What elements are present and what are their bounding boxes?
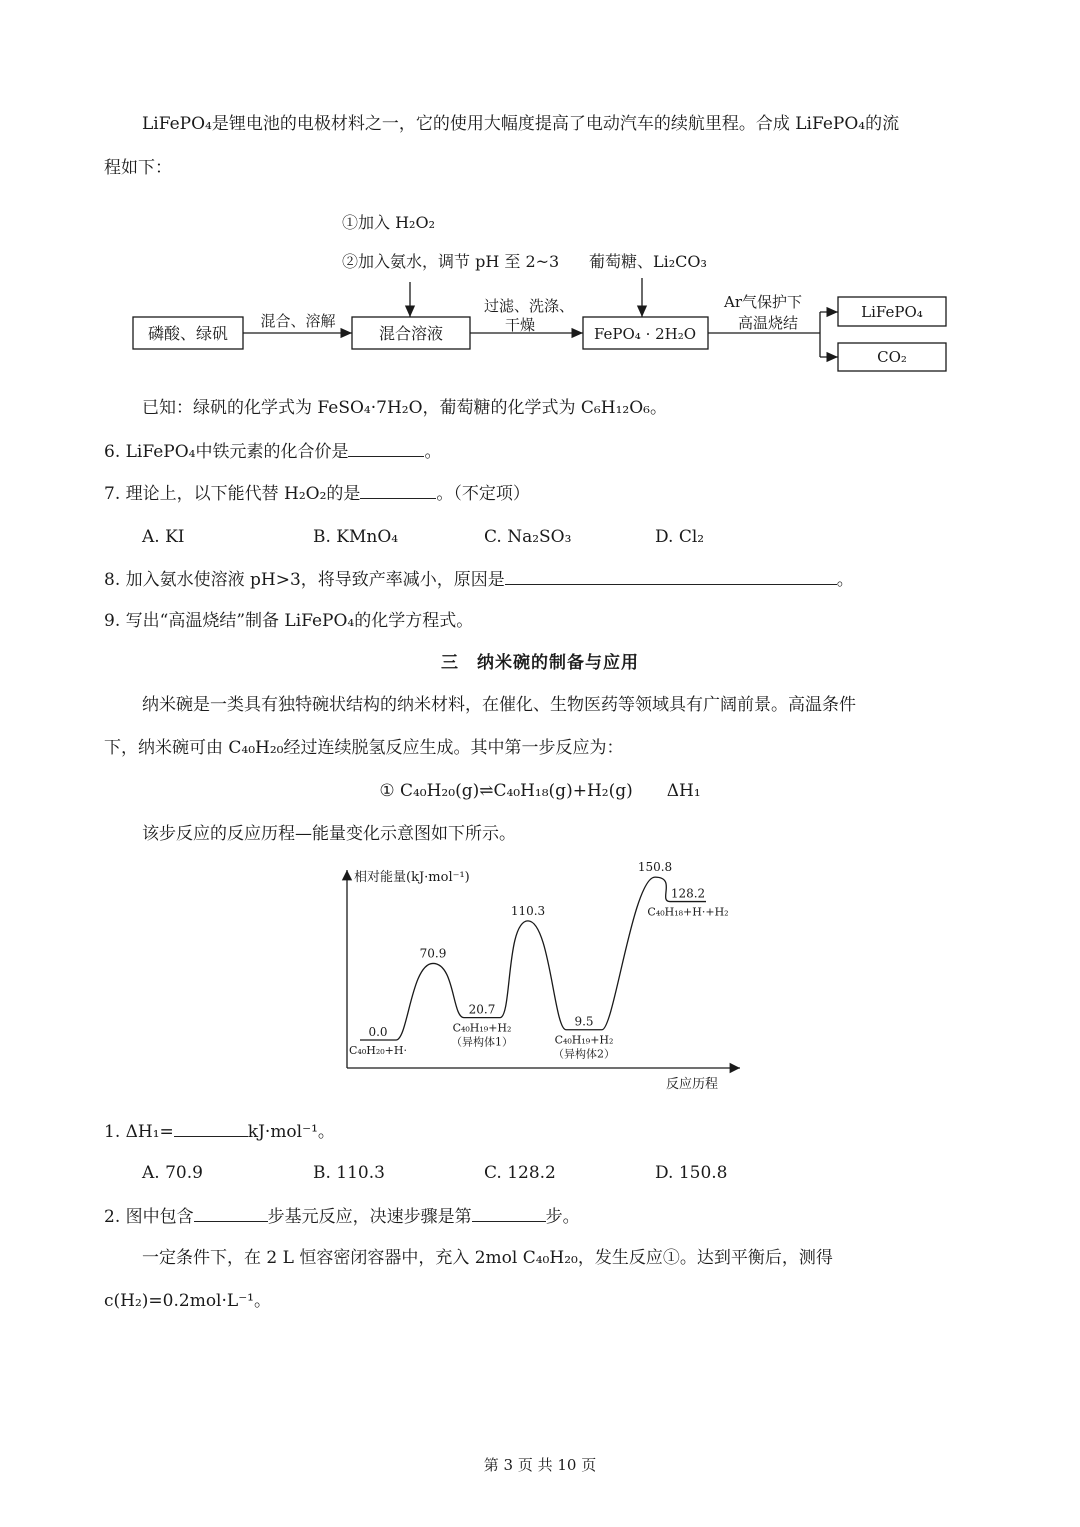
- question-8: [104, 568, 854, 591]
- section-3-title: 三 纳米碗的制备与应用: [441, 653, 639, 673]
- page-footer: 第 3 页 共 10 页: [483, 1456, 597, 1474]
- question-7-option-c[interactable]: C. Na₂SO₃: [484, 527, 572, 547]
- known-info: 已知：绿矾的化学式为 FeSO₄·7H₂O，葡萄糖的化学式为 C₆H₁₂O₆。: [142, 398, 667, 418]
- transition-curve-3: [602, 877, 670, 1030]
- state-value-label-2: 20.7: [468, 1002, 496, 1017]
- question-7-option-a[interactable]: A. KI: [142, 527, 185, 547]
- x-axis-label: 反应历程: [666, 1077, 719, 1092]
- section-3-paragraph-2: 该步反应的反应历程—能量变化示意图如下所示。: [142, 824, 516, 844]
- flow-box-lifepo4-label: LiFePO₄: [861, 303, 923, 321]
- transition-value-label-1: 70.9: [419, 946, 447, 961]
- question-7: [104, 482, 530, 505]
- flow-arrow-2-label-2: 干燥: [504, 316, 536, 334]
- question-6: [104, 440, 441, 463]
- intro-line-1: LiFePO₄是锂电池的电极材料之一，它的使用大幅度提高了电动汽车的续航里程。合成 LiFePO₄的流: [142, 114, 900, 134]
- question-8-text: 8. 加入氨水使溶液 pH>3，将导致产率减小，原因是: [104, 570, 505, 590]
- state-species-label-4: C₄₀H₁₈+H·+H₂: [647, 905, 729, 919]
- energy-profile-chart: [330, 862, 750, 1097]
- question-6-blank[interactable]: [348, 440, 424, 457]
- flow-arrow-1-label: 混合、溶解: [260, 312, 336, 330]
- question-2-text: 2. 图中包含: [104, 1207, 194, 1227]
- paragraph-3-line-1: 一定条件下，在 2 L 恒容密闭容器中，充入 2mol C₄₀H₂₀，发生反应①。达到平衡后，测得: [142, 1248, 833, 1268]
- paragraph-3-line-2: c(H₂)=0.2mol·L⁻¹。: [104, 1291, 271, 1311]
- question-7-option-b[interactable]: B. KMnO₄: [313, 527, 399, 547]
- y-axis-label: 相对能量(kJ·mol⁻¹): [354, 870, 470, 885]
- state-value-label-1: 0.0: [368, 1025, 388, 1039]
- section-3-paragraph-1-line-2: 下，纳米碗可由 C₄₀H₂₀经过连续脱氢反应生成。其中第一步反应为：: [104, 738, 624, 758]
- flow-box-mix-label: 混合溶液: [378, 324, 444, 343]
- question-7-end: 。（不定项）: [436, 484, 530, 504]
- state-value-label-4: 128.2: [670, 886, 706, 901]
- question-9: 9. 写出“高温烧结”制备 LiFePO₄的化学方程式。: [104, 611, 474, 631]
- flow-step-top-2: ②加入氨水，调节 pH 至 2~3: [342, 252, 560, 271]
- question-2: [104, 1205, 580, 1228]
- state-species-label-2: C₄₀H₁₉+H₂: [452, 1021, 512, 1035]
- question-8-blank[interactable]: [505, 568, 837, 585]
- flow-arrow-3-label-1: Ar气保护下: [723, 293, 803, 311]
- question-1-option-a[interactable]: A. 70.9: [142, 1163, 203, 1183]
- question-1-blank[interactable]: [174, 1120, 248, 1137]
- question-1-option-d[interactable]: D. 150.8: [655, 1163, 728, 1183]
- question-1-text: 1. ΔH₁=: [104, 1122, 174, 1142]
- flow-box-start-label: 磷酸、绿矾: [147, 324, 229, 343]
- question-1-end: kJ·mol⁻¹。: [247, 1122, 335, 1142]
- question-2-blank-1[interactable]: [194, 1205, 268, 1222]
- state-note-label-2: （异构体1）: [451, 1035, 513, 1049]
- state-species-label-1: C₄₀H₂₀+H·: [349, 1044, 407, 1057]
- question-7-blank[interactable]: [360, 482, 436, 499]
- flow-step-top-1: ①加入 H₂O₂: [342, 213, 435, 232]
- question-2-mid: 步基元反应，决速步骤是第: [267, 1207, 472, 1227]
- question-6-text: 6. LiFePO₄中铁元素的化合价是: [104, 442, 349, 462]
- question-2-blank-2[interactable]: [472, 1205, 546, 1222]
- state-value-label-3: 9.5: [574, 1014, 594, 1029]
- question-1-option-b[interactable]: B. 110.3: [313, 1163, 385, 1183]
- question-1-option-c[interactable]: C. 128.2: [484, 1163, 556, 1183]
- section-3-paragraph-1-line-1: 纳米碗是一类具有独特碗状结构的纳米材料，在催化、生物医药等领域具有广阔前景。高温条件: [142, 695, 856, 715]
- flow-box-fepo4-label: FePO₄ · 2H₂O: [593, 325, 697, 343]
- question-2-end: 步。: [545, 1207, 580, 1227]
- question-6-end: 。: [424, 442, 442, 462]
- transition-value-label-3: 150.8: [637, 862, 673, 875]
- state-note-label-3: （异构体2）: [553, 1047, 615, 1061]
- transition-value-label-2: 110.3: [510, 903, 546, 918]
- question-7-text: 7. 理论上，以下能代替 H₂O₂的是: [104, 484, 361, 504]
- question-7-option-d[interactable]: D. Cl₂: [655, 527, 705, 547]
- state-species-label-3: C₄₀H₁₉+H₂: [554, 1033, 614, 1047]
- intro-line-2: 程如下：: [104, 158, 172, 178]
- flow-reagent-top: 葡萄糖、Li₂CO₃: [589, 252, 707, 271]
- question-1: [104, 1120, 335, 1143]
- synthesis-flowchart: [120, 200, 960, 385]
- transition-curve-2: [500, 921, 566, 1030]
- flow-arrow-3-label-2: 高温烧结: [737, 314, 799, 332]
- question-8-end: 。: [836, 570, 854, 590]
- flow-arrow-2-label-1: 过滤、洗涤、: [483, 297, 575, 315]
- reaction-equation: ① C₄₀H₂₀(g)⇌C₄₀H₁₈(g)+H₂(g) ΔH₁: [379, 781, 701, 801]
- flow-box-co2-label: CO₂: [877, 348, 907, 366]
